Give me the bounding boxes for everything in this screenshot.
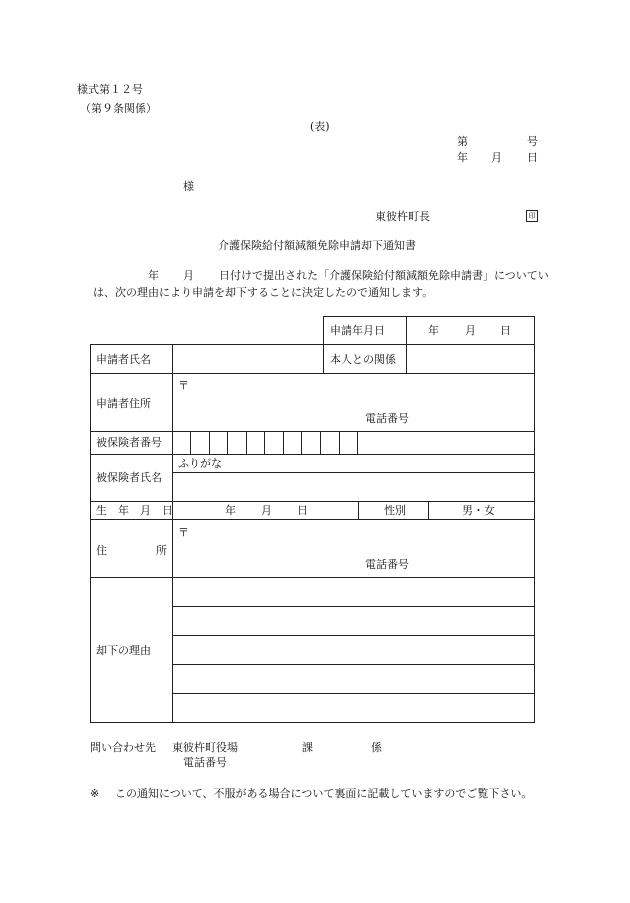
application-date-label: 申請年月日	[330, 324, 385, 337]
applicant-phone-label: 電話番号	[365, 412, 409, 425]
rejection-reason-label: 却下の理由	[96, 644, 151, 657]
relation-label: 本人との関係	[330, 353, 396, 366]
contact-office: 東彼杵町役場	[172, 741, 238, 754]
birthdate-label: 生 年 月 日	[96, 504, 173, 517]
address-phone-label: 電話番号	[365, 558, 409, 571]
contact-label: 問い合わせ先	[90, 741, 156, 754]
application-date-year: 年	[428, 324, 439, 337]
issue-date-year: 年	[457, 151, 468, 164]
body-year: 年	[148, 269, 159, 282]
birth-year: 年	[225, 504, 236, 517]
document-title: 介護保険給付額減額免除申請却下通知書	[218, 239, 416, 252]
gender-value: 男・女	[462, 504, 495, 517]
insured-name-label: 被保険者氏名	[96, 471, 162, 484]
doc-number-prefix: 第	[457, 135, 468, 148]
insured-number-label: 被保険者番号	[96, 436, 162, 449]
article-reference: （第９条関係）	[80, 102, 157, 115]
sender-name: 東彼杵町長	[375, 210, 430, 223]
note-mark: ※	[90, 787, 100, 800]
gender-label: 性別	[384, 504, 406, 517]
doc-number-suffix: 号	[527, 135, 538, 148]
addressee-honorific: 様	[183, 180, 194, 193]
address-label-second: 所	[156, 544, 167, 557]
note-text: この通知について、不服がある場合について裏面に記載していますのでご覧下さい。	[115, 787, 533, 800]
contact-staff: 係	[371, 741, 382, 754]
contact-phone-label: 電話番号	[183, 756, 227, 769]
contact-section: 課	[302, 741, 313, 754]
body-line1: 日付けで提出された「介護保険給付額減額免除申請書」についてい	[219, 269, 549, 282]
applicant-name-label: 申請者氏名	[96, 353, 151, 366]
body-line2: は、次の理由により申請を却下することに決定したので通知します。	[93, 286, 434, 299]
body-month: 月	[183, 269, 194, 282]
furigana-label: ふりがな	[178, 457, 222, 470]
form-number: 様式第１２号	[77, 83, 143, 96]
address-label-first: 住	[96, 544, 107, 557]
side-indicator: (表)	[310, 120, 330, 133]
seal-mark: 印	[526, 210, 538, 222]
applicant-address-label: 申請者住所	[96, 397, 151, 410]
issue-date-month: 月	[491, 151, 502, 164]
application-date-month: 月	[465, 324, 476, 337]
address-postal-mark: 〒	[178, 526, 189, 539]
applicant-postal-mark: 〒	[178, 379, 189, 392]
application-date-day: 日	[500, 324, 511, 337]
issue-date-day: 日	[527, 151, 538, 164]
birth-month: 月	[261, 504, 272, 517]
birth-day: 日	[297, 504, 308, 517]
